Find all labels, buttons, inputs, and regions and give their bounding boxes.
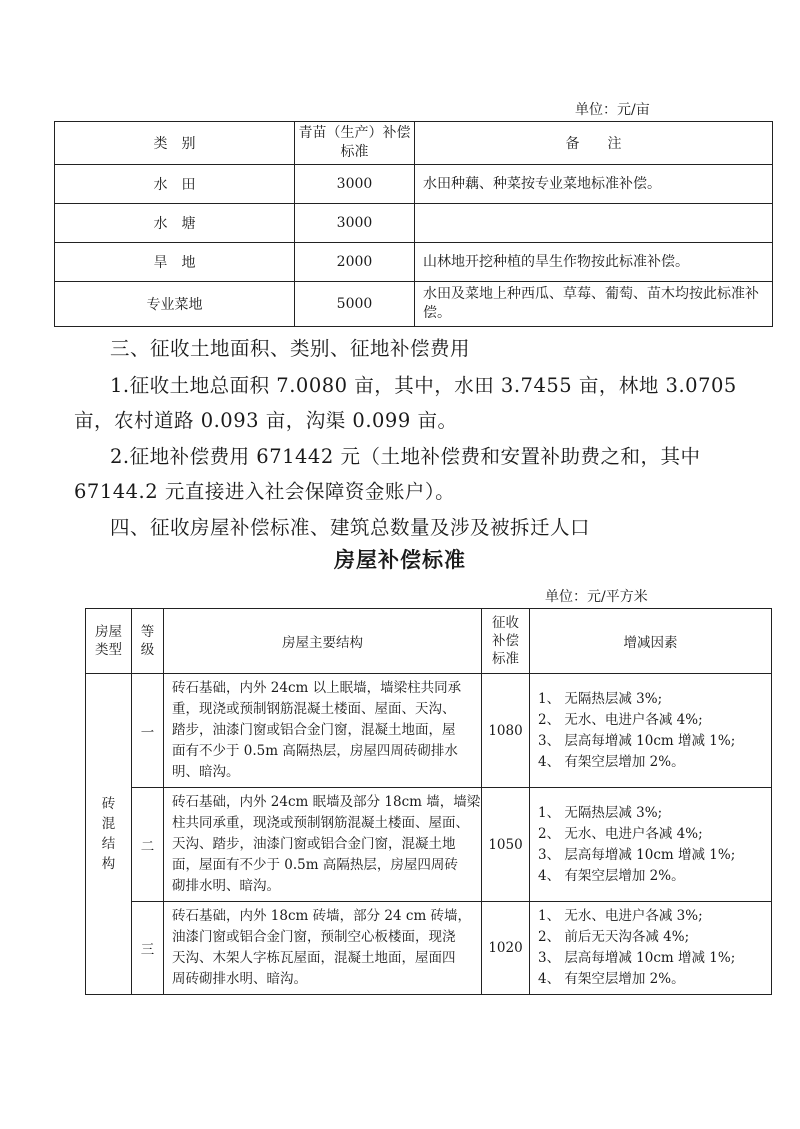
structure-line: 周砖砌排水明、暗沟。 <box>172 971 307 987</box>
section-3-paragraph-2-line-2: 67144.2 元直接进入社会保障资金账户）。 <box>74 480 456 503</box>
house-compensation-title: 房屋补偿标准 <box>334 547 466 572</box>
structure-line: 油漆门窗或铝合金门窗，预制空心板楼面，现浇 <box>172 929 456 945</box>
grade-cell: 三 <box>132 902 164 995</box>
row-standard: 5000 <box>295 282 415 327</box>
row-note: 水田及菜地上种西瓜、草莓、葡萄、苗木均按此标准补偿。 <box>415 282 773 327</box>
section-3-paragraph-1-line-2: 亩，农村道路 0.093 亩，沟渠 0.099 亩。 <box>74 409 458 432</box>
header-house-type <box>86 609 132 674</box>
header-grade <box>132 609 164 674</box>
factors-cell <box>530 674 772 788</box>
row-note: 水田种藕、种菜按专业菜地标准补偿。 <box>415 165 773 204</box>
house-type-char: 结 <box>101 836 116 852</box>
row-category: 水 塘 <box>55 204 295 243</box>
header-grade-line: 等 <box>140 624 155 640</box>
table-header-row <box>55 122 773 165</box>
top-table-unit: 单位：元/亩 <box>575 102 650 118</box>
structure-cell <box>164 902 482 995</box>
standard-cell: 1020 <box>482 902 530 995</box>
table-row <box>86 674 772 788</box>
row-standard: 3000 <box>295 204 415 243</box>
structure-cell <box>164 674 482 788</box>
house-type-char: 构 <box>101 856 116 872</box>
row-category: 水 田 <box>55 165 295 204</box>
structure-line: 砖石基础，内外 18cm 砖墙，部分 24 cm 砖墙， <box>172 908 472 924</box>
row-standard: 3000 <box>295 165 415 204</box>
factor-line: 4、 有架空层增加 2%。 <box>538 971 685 987</box>
grade-cell: 一 <box>132 674 164 788</box>
factor-line: 4、 有架空层增加 2%。 <box>538 867 685 884</box>
house-table-unit: 单位：元/平方米 <box>545 589 648 605</box>
factor-line: 1、 无隔热层减 3%; <box>538 804 663 821</box>
row-category: 专业菜地 <box>55 282 295 327</box>
factor-line: 3、 层高每增减 10cm 增减 1%; <box>538 732 736 749</box>
standard-cell: 1080 <box>482 674 530 788</box>
section-3-paragraph-2-line-1: 2.征地补偿费用 671442 元（土地补偿费和安置补助费之和，其中 <box>110 445 701 468</box>
crop-compensation-table <box>54 121 773 327</box>
structure-line: 踏步，油漆门窗或铝合金门窗，混凝土地面，屋 <box>172 722 456 738</box>
structure-line: 柱共同承重，现浇或预制钢筋混凝土楼面、屋面、 <box>172 815 469 831</box>
structure-line: 砖石基础，内外 24cm 眠墙及部分 18cm 墙，墙梁 <box>172 794 481 810</box>
factor-line: 2、 前后无天沟各减 4%; <box>538 929 690 945</box>
house-type-char: 混 <box>101 816 116 832</box>
factor-line: 3、 层高每增减 10cm 增减 1%; <box>538 846 736 863</box>
structure-line: 面有不少于 0.5m 高隔热层，房屋四周砖砌排水 <box>172 743 458 759</box>
structure-line: 天沟、踏步，油漆门窗或铝合金门窗，混凝土地 <box>172 836 456 852</box>
header-factors: 增减因素 <box>530 609 772 674</box>
structure-line: 砖石基础，内外 24cm 以上眠墙，墙梁柱共同承 <box>172 680 462 696</box>
factors-cell <box>530 788 772 902</box>
header-standard-line: 标准 <box>492 651 519 667</box>
house-compensation-table <box>85 608 772 995</box>
factor-line: 3、 层高每增减 10cm 增减 1%; <box>538 950 736 966</box>
row-note <box>415 204 773 243</box>
table-row <box>86 902 772 995</box>
table-row <box>55 204 773 243</box>
header-category: 类 别 <box>55 122 295 165</box>
table-row <box>86 788 772 902</box>
row-category: 旱 地 <box>55 243 295 282</box>
header-grade-line: 级 <box>140 642 155 658</box>
factors-cell <box>530 902 772 995</box>
table-row <box>55 282 773 327</box>
factor-line: 4、 有架空层增加 2%。 <box>538 753 685 770</box>
section-3-paragraph-1-line-1: 1.征收土地总面积 7.0080 亩，其中，水田 3.7455 亩，林地 3.0705 <box>110 374 737 397</box>
header-house-type-line: 类型 <box>95 642 122 658</box>
section-3-heading: 三、征收土地面积、类别、征地补偿费用 <box>110 337 471 360</box>
structure-line: 面，屋面有不少于 0.5m 高隔热层，房屋四周砖 <box>172 857 458 873</box>
header-house-type-line: 房屋 <box>95 624 122 640</box>
structure-line: 砌排水明、暗沟。 <box>172 878 280 894</box>
table-row <box>55 165 773 204</box>
table-row <box>55 243 773 282</box>
structure-line: 天沟、木架人字栋瓦屋面，混凝土地面，屋面四 <box>172 950 456 966</box>
row-note: 山林地开挖种植的旱生作物按此标准补偿。 <box>415 243 773 282</box>
factor-line: 1、 无水、电进户各减 3%; <box>538 908 703 924</box>
structure-line: 明、暗沟。 <box>172 764 240 780</box>
header-structure: 房屋主要结构 <box>164 609 482 674</box>
house-type-cell <box>86 674 132 995</box>
header-standard: 青苗（生产）补偿标准 <box>295 122 415 165</box>
factor-line: 1、 无隔热层减 3%; <box>538 690 663 707</box>
structure-cell <box>164 788 482 902</box>
structure-line: 重，现浇或预制钢筋混凝土楼面、屋面、天沟、 <box>172 701 456 717</box>
header-standard-line: 征收 <box>492 615 519 631</box>
row-standard: 2000 <box>295 243 415 282</box>
header-standard-line: 补偿 <box>492 633 519 649</box>
grade-cell: 二 <box>132 788 164 902</box>
table-header-row <box>86 609 772 674</box>
header-note: 备 注 <box>415 122 773 165</box>
factor-line: 2、 无水、电进户各减 4%; <box>538 711 703 728</box>
header-standard <box>482 609 530 674</box>
standard-cell: 1050 <box>482 788 530 902</box>
house-type-char: 砖 <box>101 796 116 812</box>
factor-line: 2、 无水、电进户各减 4%; <box>538 825 703 842</box>
section-4-heading: 四、征收房屋补偿标准、建筑总数量及涉及被拆迁人口 <box>110 516 591 539</box>
